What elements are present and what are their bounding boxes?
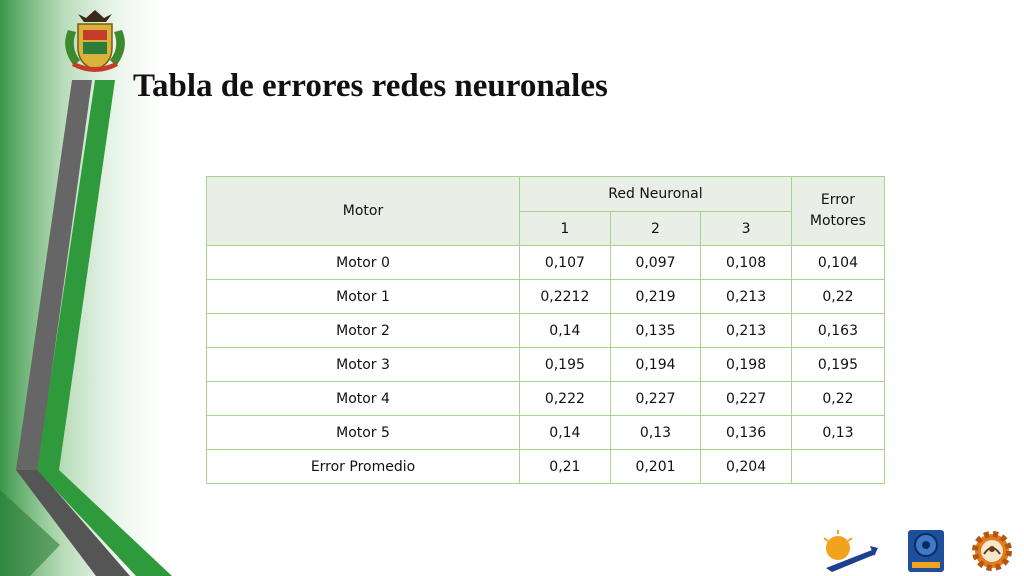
- table-row: [207, 246, 885, 280]
- mecatronica-logo-icon: [906, 528, 946, 574]
- table-cell: 0,14: [520, 416, 611, 450]
- table-cell: 0,163: [791, 314, 884, 348]
- table-cell: 0,136: [701, 416, 792, 450]
- table-cell: 0,13: [610, 416, 701, 450]
- table-cell: 0,21: [520, 450, 611, 484]
- row-label: Motor 2: [207, 314, 520, 348]
- table-cell: 0,201: [610, 450, 701, 484]
- row-label: Motor 4: [207, 382, 520, 416]
- table-cell: 0,195: [520, 348, 611, 382]
- table-cell: 0,219: [610, 280, 701, 314]
- row-label: Motor 3: [207, 348, 520, 382]
- table-cell: 0,107: [520, 246, 611, 280]
- club-logo-icon: [820, 528, 880, 574]
- header-motor: Motor: [207, 177, 520, 246]
- header-red-neuronal: Red Neuronal: [520, 177, 792, 212]
- table-row: [207, 450, 885, 484]
- table-cell: 0,14: [520, 314, 611, 348]
- table-cell: 0,135: [610, 314, 701, 348]
- row-label: Motor 5: [207, 416, 520, 450]
- table-cell: 0,097: [610, 246, 701, 280]
- table-row: [207, 280, 885, 314]
- subheader-2: 2: [610, 212, 701, 246]
- university-crest-icon: [58, 8, 132, 74]
- header-error-motores: Error Motores: [791, 177, 884, 246]
- table-cell: 0,198: [701, 348, 792, 382]
- table-cell: 0,194: [610, 348, 701, 382]
- table-cell: 0,108: [701, 246, 792, 280]
- table-cell: [791, 450, 884, 484]
- table-cell: 0,227: [701, 382, 792, 416]
- gear-logo-icon: [970, 528, 1014, 574]
- table-header-row: [207, 177, 885, 212]
- errors-table: [206, 176, 885, 484]
- table-row: [207, 348, 885, 382]
- table-row: [207, 416, 885, 450]
- table-row: [207, 382, 885, 416]
- table-cell: 0,195: [791, 348, 884, 382]
- subheader-3: 3: [701, 212, 792, 246]
- table-cell: 0,204: [701, 450, 792, 484]
- table-cell: 0,13: [791, 416, 884, 450]
- subheader-1: 1: [520, 212, 611, 246]
- row-label: Motor 0: [207, 246, 520, 280]
- table-cell: 0,22: [791, 280, 884, 314]
- slide-title: Tabla de errores redes neuronales: [133, 68, 608, 104]
- table-cell: 0,22: [791, 382, 884, 416]
- table-cell: 0,213: [701, 280, 792, 314]
- table-cell: 0,104: [791, 246, 884, 280]
- table-cell: 0,213: [701, 314, 792, 348]
- table-cell: 0,2212: [520, 280, 611, 314]
- table-cell: 0,227: [610, 382, 701, 416]
- table-row: [207, 314, 885, 348]
- row-label: Error Promedio: [207, 450, 520, 484]
- row-label: Motor 1: [207, 280, 520, 314]
- table-cell: 0,222: [520, 382, 611, 416]
